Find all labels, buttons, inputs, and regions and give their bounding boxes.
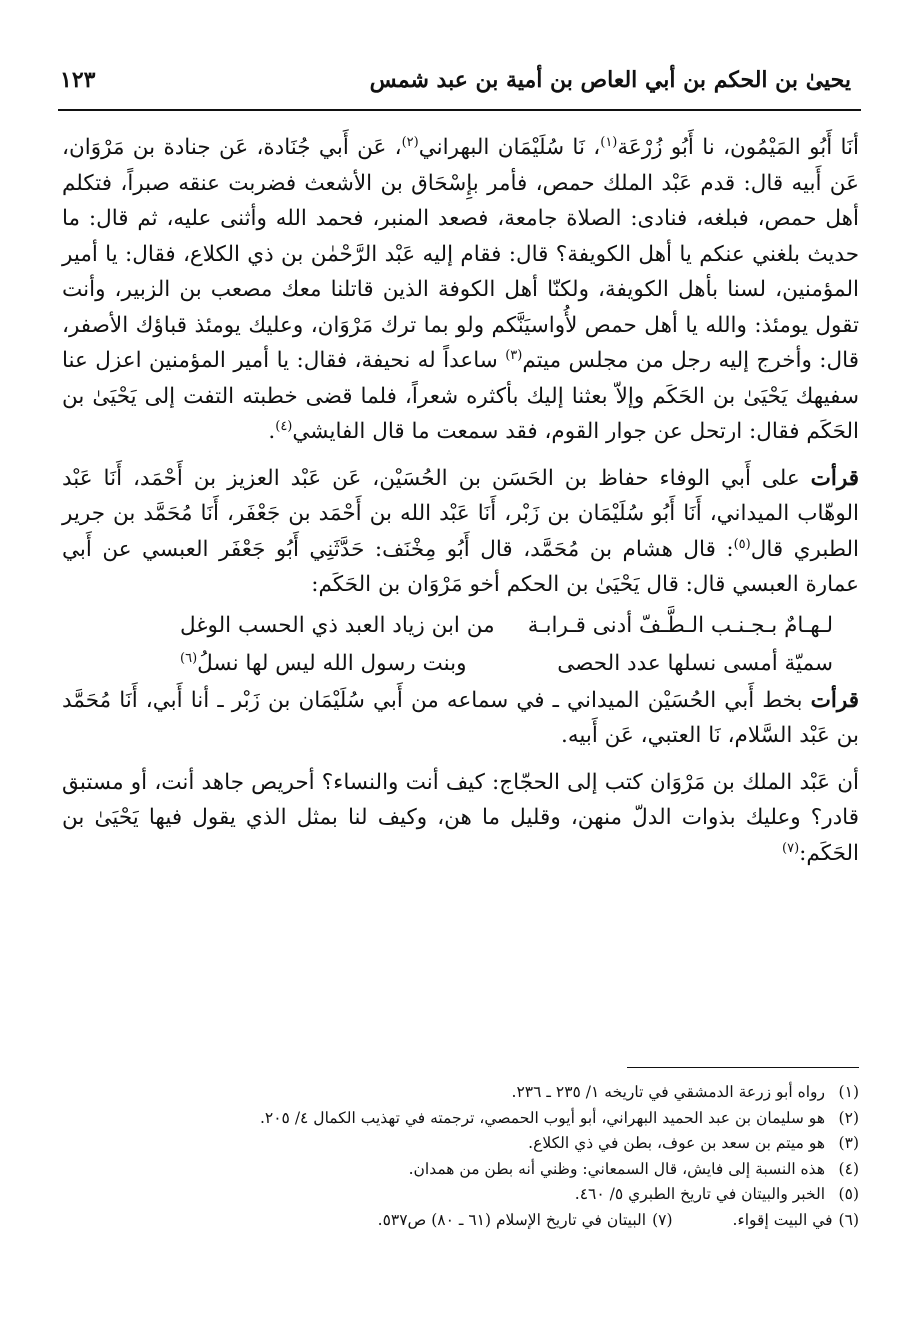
- hemistich-2a: سميّة أمسى نسلها عدد الحصى: [557, 650, 833, 676]
- hemistich-1a: لـهـامٌ بـجـنـب الـطَّـفّ أدنى قـرابـة: [527, 612, 833, 638]
- footnote-ref-2: (٢): [401, 134, 419, 150]
- footnote-ref-5: (٥): [733, 536, 751, 552]
- footnote-text: رواه أبو زرعة الدمشقي في تاريخه ١/ ٢٣٥ ـ ٢٣٦.: [511, 1083, 825, 1101]
- footnote-text: هذه النسبة إلى فايش، قال السمعاني: وظني أنه بطن من همدان.: [408, 1159, 825, 1178]
- footnote-number: (٤): [838, 1159, 859, 1178]
- main-text: [62, 130, 859, 871]
- page-number: ١٢٣: [60, 67, 96, 93]
- footnote-text: هو سليمان بن عبد الحميد البهراني، أبو أيوب الحمصي، ترجمته في تهذيب الكمال ٤/ ٢٠٥.: [259, 1108, 825, 1127]
- footnote-ref-1: (١): [600, 134, 618, 150]
- running-head: [60, 60, 851, 100]
- footnote-text: الخبر والبيتان في تاريخ الطبري ٥/ ٤٦٠.: [574, 1185, 825, 1203]
- footnote-7: [378, 1208, 673, 1234]
- footnote-ref-4: (٤): [275, 418, 293, 434]
- verse-2: [62, 645, 859, 683]
- text-run: ، عَن أَبي جُنَادة، عَن جنادة بن مَرْوَان، عَن أَبيه قال: قدم عَبْد الملك حمص، فأمر بإِسْحَاق بن الأشعث فضربت عنقه صبراً، فتكلم أهل حمص، فبلغه، فنادى: الصلاة جامعة، فصعد المنبر، فحمد الله وأثنى عليه، ثم قال: ما حديث بلغني عنكم يا أهل الكويفة؟ قال: فقام إليه عَبْد الرَّحْمٰن بن ذي الكلاع، فقال: يا أمير المؤمنين، لسنا بأهل الكويفة، ولكنّا أهل الكوفة الذين قاتلنا معك مصعب بن الزبير، وأنت تقول يومئذ: والله يا أهل حمص لأُواسيَنَّكم ولو بما ترك مَرْوَان، وعليك يومئذ قباؤك الأصفر، قال: وأخرج إليه رجل من مجلس ميتم: [62, 135, 860, 373]
- text-run: على أَبي الوفاء حفاظ بن الحَسَن بن الحُسَيْن، عَن عَبْد العزيز بن أَحْمَد، أَنَا عَبْد الوهّاب الميداني، أَنَا أَبُو سُلَيْمَان بن زَبْر، أَنَا عَبْد الله بن أَحْمَد بن جَعْفَر، أَنَا مُحَمَّد بن جرير الطبري قال: [62, 465, 859, 562]
- hemistich-2b: وبنت رسول الله ليس لها نسلُ: [197, 650, 467, 676]
- paragraph-3: [62, 683, 859, 754]
- paragraph-4: [62, 765, 859, 872]
- hemistich-1b: من ابن زياد العبد ذي الحسب الوغل: [180, 612, 495, 638]
- paragraph-1: [62, 130, 859, 450]
- footnotes: [62, 1080, 859, 1233]
- poem: [62, 607, 859, 683]
- footnote-number: (٣): [838, 1134, 859, 1152]
- header-rule: [58, 109, 861, 111]
- footnote-2: [62, 1106, 859, 1132]
- footnote-4: [62, 1157, 859, 1183]
- footnote-5: [62, 1182, 859, 1208]
- footnote-number: (٧): [652, 1210, 673, 1229]
- footnote-1: [62, 1080, 859, 1106]
- footnote-3: [62, 1131, 859, 1157]
- footnote-number: (٢): [838, 1108, 859, 1127]
- lead-word: قرأت: [810, 465, 859, 491]
- footnote-text: البيتان في تاريخ الإسلام (٦١ ـ ٨٠) ص٥٣٧.: [377, 1210, 647, 1229]
- text-run: ساعداً له نحيفة، فقال: يا أمير المؤمنين اعزل عنا سفيهك يَحْيَىٰ بن الحَكَم وإلاّ بعثنا إليك بأكثره شعراً، فلما قضى خطبته التفت إلى يَحْيَىٰ بن الحَكَم فقال: ارتحل عن جوار القوم، فقد سمعت ما قال الفايشي: [62, 348, 859, 444]
- footnote-number: (٥): [838, 1185, 859, 1203]
- paragraph-2: [62, 461, 859, 603]
- footnote-ref-3: (٣): [505, 347, 523, 363]
- running-title: يحيىٰ بن الحكم بن أبي العاص بن أمية بن عبد شمس: [369, 67, 851, 93]
- footnote-text: في البيت إقواء.: [732, 1210, 833, 1229]
- footnote-ref-7: (٧): [782, 840, 800, 856]
- footnote-ref-6: (٦): [180, 650, 198, 666]
- verse-1: [62, 607, 859, 645]
- text-run: ، نَا سُلَيْمَان البهراني: [418, 135, 601, 160]
- lead-word: قرأت: [810, 687, 859, 713]
- footnote-6: [733, 1208, 859, 1234]
- footnote-number: (٦): [838, 1210, 859, 1229]
- footnote-number: (١): [838, 1083, 859, 1101]
- footnote-row-6-7: [62, 1208, 859, 1234]
- hemistich-2b-wrap: [180, 646, 466, 682]
- text-run: أن عَبْد الملك بن مَرْوَان كتب إلى الحجّاج: كيف أنت والنساء؟ أحريص جاهد أنت، أو مستبق قادر؟ وعليك بذوات الدلّ منهن، وقليل ما هن، وكيف لنا بمثل الذي يقول فيها يَحْيَىٰ بن الحَكَم:: [62, 769, 859, 866]
- text-run: أنَا أَبُو المَيْمُون، نا أَبُو زُرْعَة: [617, 135, 860, 160]
- text-run: : قال هشام بن مُحَمَّد، قال أَبُو مِخْنَف: حَدَّثَنِي أَبُو جَعْفَر العبسي عن أَبي عمارة العبسي قال: قال يَحْيَىٰ بن الحكم أخو مَرْوَان بن الحَكَم:: [62, 536, 859, 597]
- text-run: بخط أَبي الحُسَيْن الميداني ـ في سماعه من أَبي سُلَيْمَان بن زَبْر ـ أنا أَبي، أَنَا مُحَمَّد بن عَبْد السَّلام، نَا العتبي، عَن أَبيه.: [62, 687, 859, 748]
- footnote-text: هو ميتم بن سعد بن عوف، بطن في ذي الكلاع.: [528, 1134, 825, 1152]
- footnote-rule: [627, 1067, 859, 1068]
- text-run: .: [268, 419, 276, 444]
